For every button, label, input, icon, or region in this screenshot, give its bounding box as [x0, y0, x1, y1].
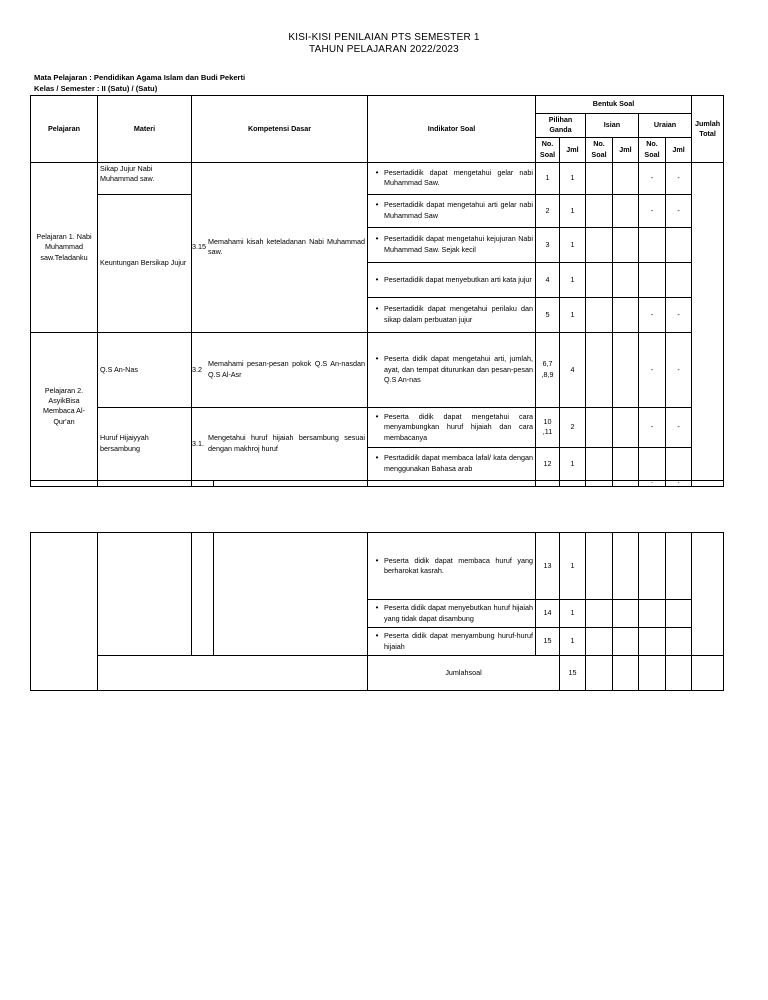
lesson-1-cell: Pelajaran 1. Nabi Muhammad saw.Teladanku: [31, 162, 98, 332]
header-no-soal: No. Soal: [586, 137, 613, 162]
class-semester-line: Kelas / Semester : II (Satu) / (Satu): [34, 84, 158, 93]
indicator-cell: • Peserta didik dapat membaca huruf yang berharokat kasrah.: [368, 533, 536, 600]
uraian-no-cell: -: [639, 332, 666, 407]
no-soal-cell: 14: [536, 600, 560, 628]
jml-cell: 1: [560, 194, 586, 227]
uraian-jml-cell: [666, 227, 692, 262]
indicator-cell: • Peserta didik dapat mengetahui cara menyambungkan huruf hijaiah dan cara membacanya: [368, 407, 536, 447]
materi-cell: Keuntungan Bersikap Jujur: [98, 194, 192, 332]
materi-cell: Q.S An-Nas: [98, 332, 192, 407]
uraian-no-cell: [639, 447, 666, 480]
header-no-soal: No. Soal: [536, 137, 560, 162]
header-materi: Materi: [98, 96, 192, 163]
indicator-cell: • Peserta didik dapat mengetahui arti, jumlah, ayat, dan tempat diturunkan dan pesan-pesan Q.S An-nas: [368, 332, 536, 407]
grid-table-page2: [30, 532, 724, 691]
header-no-soal: No. Soal: [639, 137, 666, 162]
no-soal-cell: 13: [536, 533, 560, 600]
no-soal-cell: 4: [536, 262, 560, 297]
indicator-cell: • Peserta didik dapat menyambung huruf-huruf hijaiah: [368, 628, 536, 656]
no-soal-cell: 2: [536, 194, 560, 227]
indicator-cell: • Pesertadidik dapat mengetahui perilaku dan sikap dalam perbuatan jujur: [368, 297, 536, 332]
header-kompetensi: Kompetensi Dasar: [192, 96, 368, 163]
kd-text: Memahami kisah keteladanan Nabi Muhammad saw.: [208, 236, 365, 257]
kd-text: Memahami pesan-pesan pokok Q.S An-nasdan Q.S Al-Asr: [208, 359, 365, 379]
no-soal-cell: 1: [536, 162, 560, 194]
indicator-cell: • Pesertadidik dapat mengetahui gelar nabi Muhammad Saw.: [368, 162, 536, 194]
uraian-no-cell: [639, 227, 666, 262]
header-bentuk-soal: Bentuk Soal: [536, 96, 692, 114]
jml-cell: 2: [560, 407, 586, 447]
no-soal-cell: 10 ,11: [536, 407, 560, 447]
header-jml: Jml: [666, 137, 692, 162]
uraian-jml-cell: [666, 447, 692, 480]
jml-cell: 1: [560, 533, 586, 600]
no-soal-cell: 12: [536, 447, 560, 480]
indicator-cell: • Peserta didik dapat menyebutkan huruf hijaiah yang tidak dapat disambung: [368, 600, 536, 628]
jml-cell: 4: [560, 332, 586, 407]
jml-cell: 1: [560, 162, 586, 194]
kd-cell: [192, 407, 368, 480]
uraian-jml-cell: -: [666, 332, 692, 407]
lesson-2-cell: Pelajaran 2. AsyikBisa Membaca Al-Qur'an: [31, 332, 98, 480]
uraian-jml-cell: -: [666, 297, 692, 332]
jml-cell: 1: [560, 262, 586, 297]
uraian-no-cell: -: [639, 162, 666, 194]
no-soal-cell: 6,7 ,8,9: [536, 332, 560, 407]
jml-cell: 1: [560, 628, 586, 656]
uraian-no-cell: -: [639, 407, 666, 447]
total-jml-cell: 15: [560, 656, 586, 691]
no-soal-cell: 3: [536, 227, 560, 262]
indicator-cell: • Pesertadidik dapat mengetahui kejujuran Nabi Muhammad Saw. Sejak kecil: [368, 227, 536, 262]
uraian-no-cell: -: [639, 297, 666, 332]
header-indikator: Indikator Soal: [368, 96, 536, 163]
kd-code: 3.1.: [192, 438, 204, 448]
no-soal-cell: 5: [536, 297, 560, 332]
cut-mark: -: [639, 480, 666, 486]
kd-cell: [192, 332, 368, 407]
materi-cell: Huruf Hijaiyyah bersambung: [98, 407, 192, 480]
indicator-cell: • Pesrtadidik dapat membaca lafal/ kata dengan menggunakan Bahasa arab: [368, 447, 536, 480]
indicator-cell: • Pesertadidik dapat menyebutkan arti kata jujur: [368, 262, 536, 297]
header-jml: Jml: [613, 137, 639, 162]
no-soal-cell: 15: [536, 628, 560, 656]
indicator-cell: • Pesertadidik dapat mengetahui arti gelar nabi Muhammad Saw: [368, 194, 536, 227]
header-pilihan-ganda: Pilihan Ganda: [536, 114, 586, 138]
uraian-jml-cell: [666, 262, 692, 297]
document-subtitle: TAHUN PELAJARAN 2022/2023: [309, 44, 459, 55]
kd-text: Mengetahui huruf hijaiah bersambung sesuai dengan makhroj huruf: [208, 433, 365, 453]
document-title: KISI-KISI PENILAIAN PTS SEMESTER 1: [288, 32, 480, 43]
kd-cell: [192, 162, 368, 332]
header-uraian: Uraian: [639, 114, 692, 138]
kd-code: 3.15: [192, 242, 206, 252]
header-jml: Jml: [560, 137, 586, 162]
uraian-jml-cell: -: [666, 162, 692, 194]
uraian-no-cell: [639, 262, 666, 297]
grid-table-page1: [30, 95, 724, 487]
uraian-jml-cell: -: [666, 194, 692, 227]
subject-line: Mata Pelajaran : Pendidikan Agama Islam dan Budi Pekerti: [34, 73, 246, 82]
header-pelajaran: Pelajaran: [31, 96, 98, 163]
jml-cell: 1: [560, 297, 586, 332]
uraian-no-cell: -: [639, 194, 666, 227]
header-jumlah-total: Jumlah Total: [692, 96, 724, 163]
header-isian: Isian: [586, 114, 639, 138]
materi-cell: Sikap Jujur Nabi Muhammad saw.: [98, 162, 192, 194]
jml-cell: 1: [560, 447, 586, 480]
kd-code: 3.2: [192, 364, 202, 374]
jml-cell: 1: [560, 600, 586, 628]
cut-mark: -: [666, 480, 692, 486]
jml-cell: 1: [560, 227, 586, 262]
total-label: Jumlahsoal: [368, 656, 560, 691]
uraian-jml-cell: -: [666, 407, 692, 447]
